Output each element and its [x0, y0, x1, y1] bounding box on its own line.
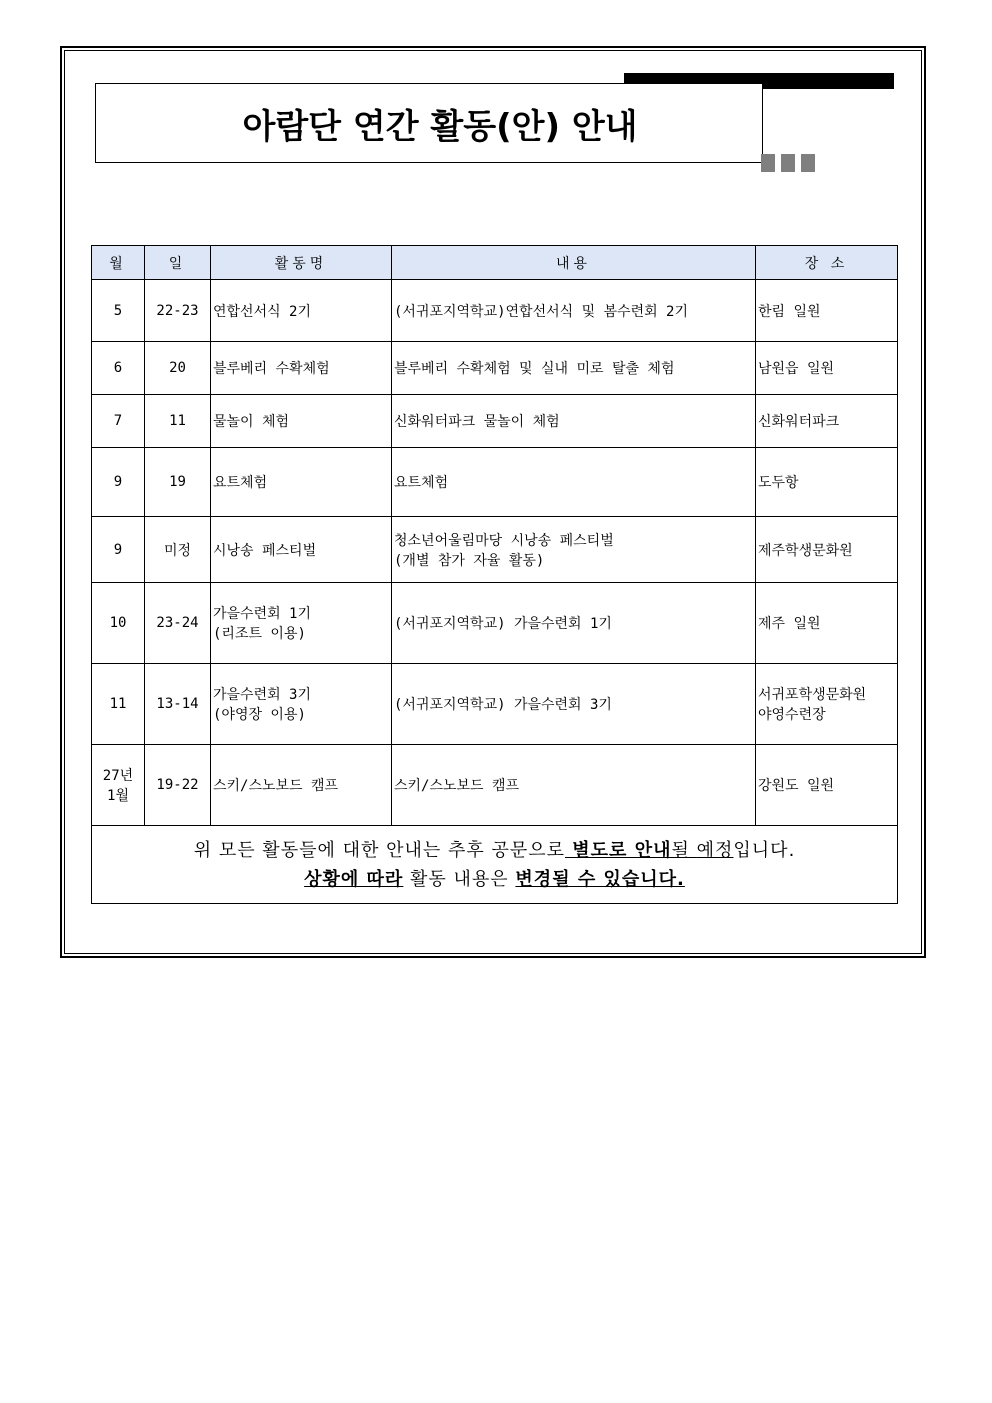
- table-row: [92, 745, 898, 826]
- header-content: 내용: [392, 246, 756, 280]
- table-row: [92, 280, 898, 342]
- cell-month-line: 5: [113, 302, 123, 319]
- notice-emphasis: 변경될 수 있습니다.: [515, 868, 685, 890]
- cell-place-line: 도두항: [758, 475, 799, 491]
- decor-square: [761, 154, 775, 172]
- cell-place: [756, 342, 898, 395]
- cell-activity: [211, 745, 392, 826]
- cell-activity: [211, 342, 392, 395]
- cell-activity-line: 시낭송 페스티벌: [213, 542, 317, 559]
- header-activity: 활동명: [211, 246, 392, 280]
- cell-month-line: 27년: [102, 768, 134, 784]
- cell-content-line: 요트체험: [394, 475, 449, 491]
- cell-activity: [211, 664, 392, 745]
- cell-day: 19-22: [145, 745, 211, 826]
- cell-place: [756, 280, 898, 342]
- cell-content: [392, 664, 756, 745]
- cell-place-line: 강원도 일원: [758, 778, 835, 794]
- cell-content-line: 청소년어울림마당 시낭송 페스티벌: [394, 532, 614, 549]
- cell-month-line: 7: [113, 413, 123, 429]
- cell-activity-line: 스키/스노보드 캠프: [213, 778, 339, 794]
- header-month: 월: [92, 246, 145, 280]
- table-row: [92, 395, 898, 448]
- table-row: [92, 517, 898, 583]
- cell-content-line: (서귀포지역학교)연합선서식 및 봄수련회 2기: [394, 303, 689, 320]
- cell-place-line: 신화워터파크: [758, 414, 840, 430]
- cell-activity: [211, 583, 392, 664]
- cell-content: [392, 583, 756, 664]
- cell-place: [756, 583, 898, 664]
- cell-day: 미정: [145, 517, 211, 583]
- decor-square: [781, 154, 795, 172]
- cell-activity-line: 블루베리 수확체험: [213, 361, 330, 377]
- header-day: 일: [145, 246, 211, 280]
- cell-day: 19: [145, 448, 211, 517]
- cell-content: [392, 448, 756, 517]
- cell-month: [92, 280, 145, 342]
- decor-square: [801, 154, 815, 172]
- cell-place: [756, 664, 898, 745]
- notice-line-1: [94, 836, 895, 865]
- table-header-row: [92, 246, 898, 280]
- cell-place: [756, 395, 898, 448]
- cell-content-line: 블루베리 수확체험 및 실내 미로 탈출 체험: [394, 361, 675, 377]
- header-place: 장 소: [756, 246, 898, 280]
- notice-emphasis: 별도로 안내: [565, 839, 672, 861]
- cell-activity-line: (리조트 이용): [213, 626, 306, 642]
- cell-content: [392, 395, 756, 448]
- cell-day: 22-23: [145, 280, 211, 342]
- cell-content: [392, 280, 756, 342]
- table-row: [92, 342, 898, 395]
- cell-month: [92, 448, 145, 517]
- cell-activity-line: 요트체험: [213, 475, 268, 491]
- cell-place-line: 서귀포학생문화원: [758, 687, 867, 703]
- cell-activity: [211, 517, 392, 583]
- cell-content-line: 신화워터파크 물놀이 체험: [394, 414, 560, 430]
- cell-month: [92, 517, 145, 583]
- notice-text: 입니다.: [733, 839, 796, 861]
- table-row: [92, 448, 898, 517]
- cell-month: [92, 395, 145, 448]
- cell-place: [756, 448, 898, 517]
- cell-month: [92, 664, 145, 745]
- notice-text: 될: [671, 839, 697, 861]
- cell-place: [756, 745, 898, 826]
- cell-place-line: 제주 일원: [758, 616, 821, 632]
- page-title: 아람단 연간 활동(안) 안내: [242, 107, 638, 147]
- cell-month-line: 10: [109, 615, 127, 631]
- cell-place-line: 한림 일원: [758, 303, 821, 320]
- cell-activity-line: 가을수련회 3기: [213, 687, 312, 703]
- notice-cell: [92, 826, 898, 904]
- notice-emphasis: 상황에 따라: [304, 868, 404, 890]
- cell-activity-line: 물놀이 체험: [213, 414, 290, 430]
- cell-month: [92, 342, 145, 395]
- cell-content-line: (개별 참가 자율 활동): [394, 552, 545, 569]
- cell-content-line: 스키/스노보드 캠프: [394, 778, 520, 794]
- cell-activity: [211, 280, 392, 342]
- cell-activity: [211, 448, 392, 517]
- notice-text: 위 모든 활동들에 대한 안내는 추후 공문으로: [193, 839, 566, 861]
- cell-month-line: 9: [113, 541, 123, 558]
- notice-text: 활동 내용은: [403, 868, 516, 890]
- cell-place-line: 남원읍 일원: [758, 361, 835, 377]
- schedule-table: [91, 245, 898, 904]
- cell-month: [92, 583, 145, 664]
- cell-day: 20: [145, 342, 211, 395]
- cell-activity-line: (야영장 이용): [213, 707, 306, 723]
- cell-month-line: 1월: [107, 788, 129, 804]
- cell-content-line: (서귀포지역학교) 가을수련회 1기: [394, 616, 612, 632]
- table-row: [92, 664, 898, 745]
- cell-place-line: 제주학생문화원: [758, 542, 853, 559]
- cell-month: [92, 745, 145, 826]
- cell-content: [392, 517, 756, 583]
- cell-activity-line: 연합선서식 2기: [213, 303, 312, 320]
- cell-day: 11: [145, 395, 211, 448]
- cell-day: 23-24: [145, 583, 211, 664]
- cell-activity: [211, 395, 392, 448]
- notice-text: 예정: [696, 839, 734, 861]
- cell-activity-line: 가을수련회 1기: [213, 606, 312, 622]
- cell-content: [392, 745, 756, 826]
- cell-month-line: 6: [113, 360, 123, 376]
- table-footer-row: [92, 826, 898, 904]
- cell-place-line: 야영수련장: [758, 707, 826, 723]
- cell-content: [392, 342, 756, 395]
- notice-line-2: [94, 865, 895, 894]
- table-row: [92, 583, 898, 664]
- cell-month-line: 9: [113, 474, 123, 490]
- cell-day: 13-14: [145, 664, 211, 745]
- cell-content-line: (서귀포지역학교) 가을수련회 3기: [394, 697, 612, 713]
- cell-place: [756, 517, 898, 583]
- cell-month-line: 11: [109, 696, 127, 712]
